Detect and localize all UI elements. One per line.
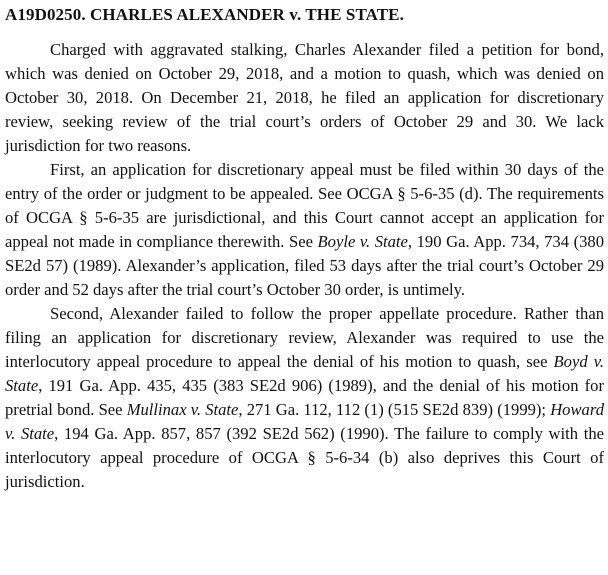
paragraph-1 [5,38,604,158]
paragraph-text: First, an application for discretionary appeal must be filed within 30 days of the entry of the order or judgment to be appealed. See OCGA § 5-6-35 (d). The requirements of OCGA § 5-6-35 are jurisdictional, and this Court cannot accept an application for appeal not made in compliance therewith. See [5,160,604,251]
paragraph-text: , 191 Ga. App. 435, 435 (383 SE2d 906) (1989), and the denial of his motion for pretrial bond. See [5,376,604,419]
paragraph-2 [5,158,604,302]
paragraph-text: , 194 Ga. App. 857, 857 (392 SE2d 562) (1990). The failure to comply with the interlocutory appeal procedure of OCGA § 5-6-34 (b) also deprives this Court of jurisdiction. [5,424,604,491]
case-citation: Boyle v. State [317,232,408,251]
document-page [5,0,604,494]
paragraph-text: Second, Alexander failed to follow the proper appellate procedure. Rather than filing an application for discretionary review, Alexander was required to use the interlocutory appeal procedure to appeal the denial of his motion to quash, see [5,304,604,371]
paragraph-text: Charged with aggravated stalking, Charles Alexander filed a petition for bond, which was denied on October 29, 2018, and a motion to quash, which was denied on October 30, 2018. On December 21, 2018, he filed an application for discretionary review, seeking review of the trial court’s orders of October 29 and 30. We lack jurisdiction for two reasons. [5,40,604,155]
case-heading: A19D0250. CHARLES ALEXANDER v. THE STATE. [5,5,404,24]
case-citation: Howard v. State [5,400,604,443]
case-citation: Mullinax v. State [126,400,239,419]
paragraph-3 [5,302,604,494]
paragraph-text: , 190 Ga. App. 734, 734 (380 SE2d 57) (1989). Alexander’s application, filed 53 days after the trial court’s October 29 order and 52 days after the trial court’s October 30 order, is untimely. [5,232,604,299]
case-citation: Boyd v. State [5,352,604,395]
paragraph-text: , 271 Ga. 112, 112 (1) (515 SE2d 839) (1999); [238,400,551,419]
